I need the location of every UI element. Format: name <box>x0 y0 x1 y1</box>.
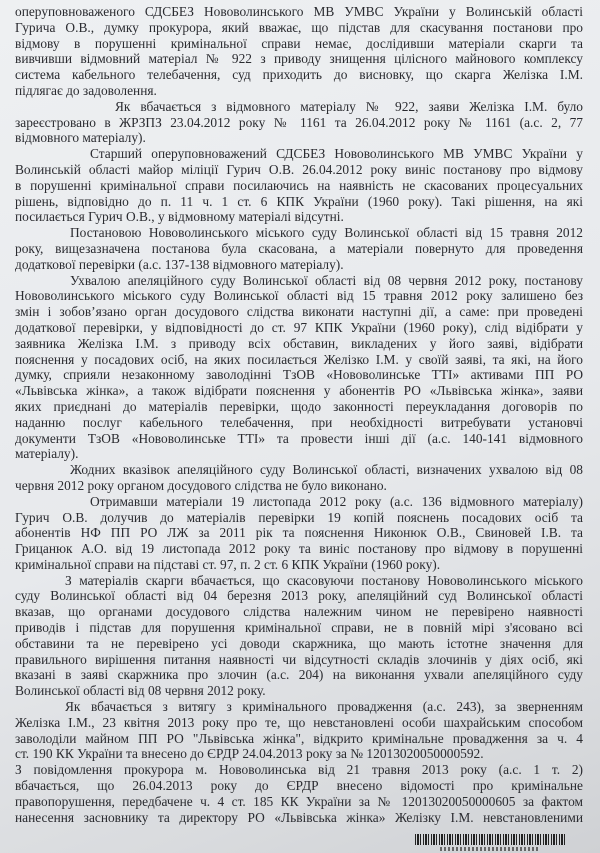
text-line: Старший оперуповноважений СДСБЕЗ Нововолинського МВ УМВС України у <box>90 146 583 162</box>
text-line: кримінальної справи на підставі ст. 97, п. 2 ст. 6 КПК України (1960 року). <box>15 556 441 572</box>
text-line: підлягає до задоволення. <box>15 82 157 98</box>
text-line: абонентів НФ ПП РО ЛЖ за 2011 рік та пояснення Никонюк О.В., Свиновей І.В. та <box>15 525 583 541</box>
text-line: Як вбачається з відмовного матеріалу № 922, заяви Желізка І.М. було <box>115 98 583 114</box>
text-line: правопорушення, передбачене ч. 4 ст. 185 КК України за № 12013020050000605 за фактом <box>15 793 583 809</box>
text-line: Ухвалою апеляційного суду Волинської області від 08 червня 2012 року, постанову <box>70 272 583 288</box>
text-line: пояснення у посадових осіб, на яких посилається Желізко І.М. у своїй заяві, та які, на його <box>15 351 583 367</box>
text-line: вказані в заяві скаржника про злочин (а.с. 204) на виконання ухвали апеляційного суду <box>15 667 583 683</box>
paragraph <box>15 225 583 272</box>
text-line: матеріалу). <box>15 446 79 462</box>
paragraph <box>15 146 583 225</box>
text-line: правильного вирішення питання наявності чи відсутності складів злочинів у діях осіб, які <box>15 651 583 667</box>
text-line: суду Волинської області від 04 березня 2013 року, апеляційний суд Волинської області <box>15 588 583 604</box>
text-line: червня 2012 року органом досудового слідства не було виконано. <box>15 477 387 493</box>
text-line: в порушенні кримінальної справи посилаючись на наявність не скасованих процесуальних <box>15 177 583 193</box>
text-line: Гурич О.В. долучив до матеріалів перевірки 19 копій пояснень посадових осіб та <box>15 509 583 525</box>
text-line: Желізка І.М., 23 квітня 2013 року про те, що невстановлені особи шахрайським способом <box>15 714 583 730</box>
paragraph <box>15 573 583 699</box>
paragraph <box>15 494 583 573</box>
text-line: документи ТзОВ «Нововолинське ТТІ» та провести інші дії (а.с. 140-141 відмовного <box>15 430 583 446</box>
text-line: вивчивши відмовний матеріал № 922 з приводу знищення цілісного майнового комплексу <box>15 51 583 67</box>
paragraph <box>15 4 583 99</box>
text-line: Гурича О.В., думку прокурора, який вважає, що підстав для скасування постанови про <box>15 19 583 35</box>
text-line: відмовного матеріалу). <box>15 130 146 146</box>
text-line: «Львівська жінка», а також відібрати пояснення у абонентів РО «Львівська жінка», заяви <box>15 383 583 399</box>
paragraph <box>15 762 583 825</box>
text-line: наданню послуг кабельного телебачення, при необхідності витребувати установчі <box>15 414 583 430</box>
text-line: вбачається, що 26.04.2013 року до ЄРДР внесено відомості про кримінальне <box>15 778 583 794</box>
text-line: Грицанюк А.О. від 19 листопада 2012 року та виніс постанову про відмову в порушенні <box>15 541 583 557</box>
paragraph <box>15 699 583 762</box>
text-line: обставини та не перевірено усі доводи скаржника, що мають істотне значення для <box>15 635 583 651</box>
paragraph <box>15 99 583 146</box>
text-line: вказав, що органами досудового слідства належним чином не перевірено наявності <box>15 604 583 620</box>
text-line: З повідомлення прокурора м. Нововолинська від 21 травня 2013 року (а.с. 1 т. 2) <box>15 762 583 778</box>
text-line: думку, сприяли незаконному заволодінні ТзОВ «Нововолинське ТТІ» активами ПП РО <box>15 367 583 383</box>
text-line: заявника Желізка І.М. з приводу всіх обставин, викладених у його заяві, відібрати <box>15 335 583 351</box>
barcode <box>415 834 565 845</box>
text-line: Нововолинського міського суду Волинської області від 15 травня 2012 року залишено без <box>15 288 583 304</box>
text-line: оперуповноваженого СДСБЕЗ Нововолинського МВ УМВС України у Волинській області <box>15 4 583 19</box>
text-line: приводів і підстав для порушення кримінальної справи, не в повній мірі з'ясовано всі <box>15 620 583 636</box>
text-line: відмову в порушенні кримінальної справи немає, дослідивши матеріали скарги та <box>15 35 583 51</box>
text-line: змін і зобов’язано орган досудового слідства виконати наступні дії, а саме: при проведені <box>15 304 583 320</box>
text-line: Жодних вказівок апеляційного суду Волинської області, визначених ухвалою від 08 <box>70 462 583 478</box>
document-page <box>15 4 583 825</box>
text-line: нанесення засновнику та директору РО «Львівська жінка» Желізку І.М. невстановленими <box>15 809 583 825</box>
text-line: Як вбачається з витягу з кримінального провадження (а.с. 243), за зверненням <box>65 699 583 715</box>
text-line: Волинської області від 08 червня 2012 року. <box>15 683 266 699</box>
text-line: додаткової перевірки (а.с. 137-138 відмовного матеріалу). <box>15 256 344 272</box>
text-line: Постановою Нововолинського міського суду Волинської області від 15 травня 2012 <box>70 225 583 241</box>
text-line: система кабельного телебачення, суд приходить до висновку, що скарга Желізка І.М. <box>15 67 583 83</box>
text-line: заволоділи майном ПП РО "Львівська жінка", відкрито кримінальне провадження за ч. 4 <box>15 730 583 746</box>
barcode-number <box>440 847 540 851</box>
text-line: ст. 190 КК України та внесено до ЄРДР 24.04.2013 року за № 12013020050000592. <box>15 746 484 762</box>
text-line: З матеріалів скарги вбачається, що скасовуючи постанову Нововолинського міського <box>65 572 583 588</box>
text-line: рішень, відповідно до п. 11 ч. 1 ст. 6 КПК України (1960 року). Такі рішення, на які <box>15 193 583 209</box>
text-line: зареєстровано в ЖРЗПЗ 23.04.2012 року № 1161 та 26.04.2012 року № 1161 (а.с. 2, 77 <box>15 114 583 130</box>
text-line: року, вищезазначена постанова була скасована, а матеріали повернуто для проведення <box>15 240 583 256</box>
paragraph <box>15 273 583 463</box>
text-line: яких приєднані до матеріалів перевірки, щодо законності переукладання договорів по <box>15 398 583 414</box>
text-line: додаткової перевірки, у відповідності до ст. 97 КПК України (1960 року), слід відібрати у <box>15 319 583 335</box>
text-line: посилається Гурич О.В., у відмовному матеріалі відсутні. <box>15 209 344 225</box>
paragraph <box>15 462 583 494</box>
text-line: Волинській області майор міліції Гурич О.В. 26.04.2012 року виніс постанову про відмову <box>15 161 583 177</box>
text-line: Отримавши матеріали 19 листопада 2012 року (а.с. 136 відмовного матеріалу) <box>90 493 583 509</box>
